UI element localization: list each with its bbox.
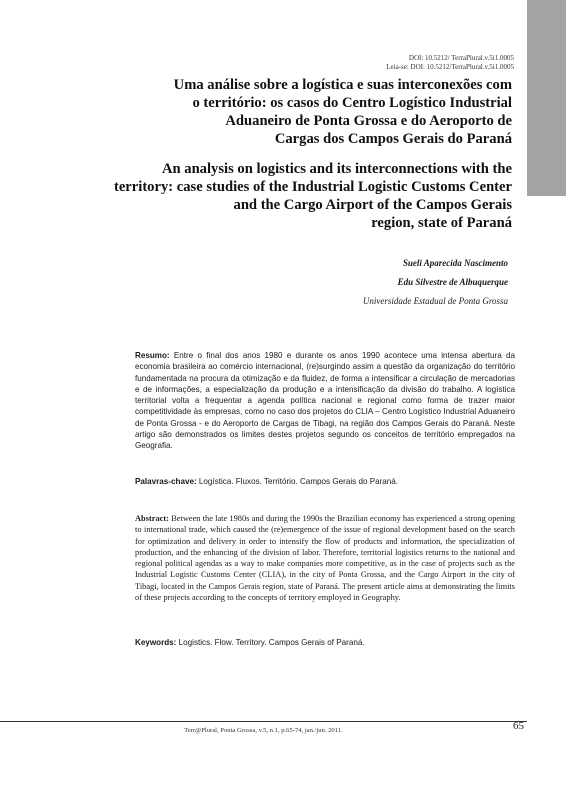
author-affiliation: Universidade Estadual de Ponta Grossa bbox=[362, 296, 508, 306]
doi-block bbox=[386, 54, 514, 72]
title-english bbox=[52, 160, 512, 232]
palavras-chave-text: Logística. Fluxos. Território. Campos Gerais do Paraná. bbox=[198, 477, 399, 486]
doi-line: DOI: 10.5212/ TerraPlural.v.5i1.0005 bbox=[408, 54, 514, 62]
palavras-chave-paragraph bbox=[135, 476, 515, 487]
title-pt-line: Aduaneiro de Ponta Grossa e do Aeroporto de bbox=[225, 113, 512, 129]
abstract-paragraph bbox=[135, 513, 515, 603]
footer-citation: Terr@Plural, Ponta Grossa, v.5, n.1, p.65-74, jan./jun. 2011. bbox=[184, 727, 343, 734]
title-en-line: An analysis on logistics and its interconnections with the bbox=[161, 161, 512, 177]
palavras-chave-label: Palavras-chave: bbox=[135, 477, 197, 486]
resumo-label: Resumo: bbox=[135, 351, 170, 360]
page-number: 65 bbox=[513, 720, 524, 732]
abstract-label: Abstract: bbox=[135, 514, 169, 523]
title-pt-line: o território: os casos do Centro Logístico Industrial bbox=[192, 95, 512, 111]
keywords-label: Keywords: bbox=[135, 638, 177, 647]
title-pt-line: Uma análise sobre a logística e suas interconexões com bbox=[173, 77, 512, 93]
title-pt-line: Cargas dos Campos Gerais do Paraná bbox=[274, 131, 512, 147]
resumo-text: Entre o final dos anos 1980 e durante os anos 1990 acontece uma intensa abertura da economia brasileira ao comércio internacional, (re)surgindo assim a questão da organização do território fundamentada na procura da otimização e da fluidez, de forma a intensificar a circulação de mercadorias e de informações, a especialização da produção e a intensificação da divisão do trabalho. A logística territorial volta a frequentar a agenda política nacional e regional como forma de trazer maior competitividade às empresas, como no caso dos projetos do CLIA – Centro Logístico Industrial Aduaneiro de Ponta Grossa - e do Aeroporto de Cargas de Tibagi, na região dos Campos Gerais do Paraná. Neste artigo são demonstrados os limites destes projetos segundo os conceitos de território empregados na Geografia. bbox=[135, 351, 515, 451]
abstract-text: Between the late 1980s and during the 1990s the Brazilian economy has experienced a strong opening to international trade, which caused the (re)emergence of the issue of regional development based on the search for optimization and delivery in order to intensify the flow of products and information, the specialization of production, and the enhancing of the division of labor. Therefore, territorial logistics returns to the national and regional political agendas as a way to make companies more competitive, as in the case of projects such as the Industrial Logistic Customs Center (CLIA), in the city of Ponta Grossa, and the Cargo Airport in the city of Tibagi, located in the Campos Gerais region, state of Paraná. The present article aims at demonstrating the limits of these projects according to the concepts of territory employed in Geography. bbox=[135, 514, 515, 603]
author-name: Sueli Aparecida Nascimento bbox=[402, 258, 508, 268]
title-en-line: and the Cargo Airport of the Campos Gerais bbox=[233, 197, 512, 213]
author-name: Edu Silvestre de Albuquerque bbox=[397, 277, 508, 287]
resumo-paragraph bbox=[135, 350, 515, 452]
author-block bbox=[363, 254, 508, 311]
gray-sidebar-tab bbox=[527, 0, 566, 196]
title-en-line: territory: case studies of the Industrial Logistic Customs Center bbox=[113, 179, 512, 195]
title-en-line: region, state of Paraná bbox=[371, 215, 512, 231]
doi-correction-line: Leia-se: DOI: 10.5212/TerraPlural.v.5i1.0005 bbox=[386, 63, 514, 71]
keywords-text: Logistics. Flow. Territory. Campos Gerais of Paraná. bbox=[178, 638, 365, 647]
title-portuguese bbox=[82, 76, 512, 148]
footer-divider bbox=[0, 721, 527, 722]
keywords-paragraph bbox=[135, 637, 515, 648]
